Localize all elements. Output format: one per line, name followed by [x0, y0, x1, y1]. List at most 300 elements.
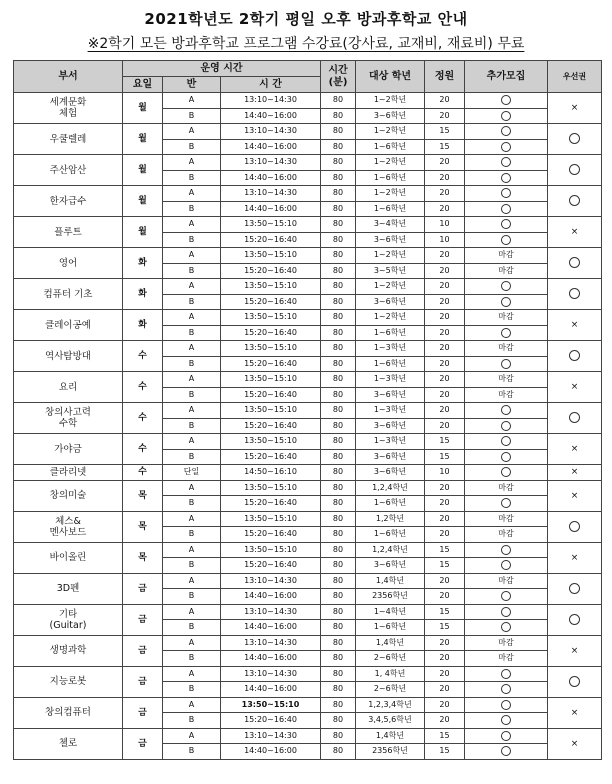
duration-cell: 80	[321, 744, 356, 760]
extra-recruit-cell	[465, 713, 548, 729]
open-circle-icon	[501, 622, 511, 632]
extra-recruit-cell: 마감	[465, 573, 548, 589]
capacity-cell: 15	[425, 558, 465, 574]
grade-cell: 1,2,4학년	[356, 542, 425, 558]
extra-recruit-cell	[465, 232, 548, 248]
program-name: 기타 (Guitar)	[14, 604, 123, 635]
program-name: 역사탐방대	[14, 341, 123, 372]
time-cell: 15:20~16:40	[221, 232, 321, 248]
priority-cell	[548, 604, 602, 635]
extra-recruit-cell	[465, 279, 548, 295]
class-cell: B	[163, 387, 221, 403]
time-cell: 15:20~16:40	[221, 387, 321, 403]
time-cell: 13:10~14:30	[221, 93, 321, 109]
priority-cell	[548, 434, 602, 465]
priority-yes-icon	[569, 676, 580, 687]
program-day: 월	[123, 155, 163, 186]
duration-cell: 80	[321, 589, 356, 605]
class-cell: B	[163, 558, 221, 574]
duration-cell: 80	[321, 263, 356, 279]
extra-recruit-cell	[465, 465, 548, 481]
class-cell: A	[163, 372, 221, 388]
open-circle-icon	[501, 498, 511, 508]
extra-recruit-cell: 마감	[465, 387, 548, 403]
class-cell: A	[163, 573, 221, 589]
header-capacity: 정원	[425, 61, 465, 93]
open-circle-icon	[501, 281, 511, 291]
extra-recruit-cell	[465, 418, 548, 434]
extra-recruit-cell: 마감	[465, 372, 548, 388]
grade-cell: 1,4학년	[356, 573, 425, 589]
class-cell: B	[163, 170, 221, 186]
program-name: 생명과학	[14, 635, 123, 666]
priority-no-icon: ×	[570, 227, 579, 237]
class-cell: B	[163, 527, 221, 543]
class-cell: A	[163, 155, 221, 171]
extra-recruit-cell	[465, 542, 548, 558]
time-cell: 14:40~16:00	[221, 620, 321, 636]
priority-yes-icon	[569, 133, 580, 144]
grade-cell: 1~2학년	[356, 310, 425, 326]
duration-cell: 80	[321, 465, 356, 481]
duration-cell: 80	[321, 325, 356, 341]
capacity-cell: 15	[425, 434, 465, 450]
duration-cell: 80	[321, 651, 356, 667]
priority-yes-icon	[569, 521, 580, 532]
header-day: 요일	[123, 77, 163, 93]
table-row	[14, 403, 602, 419]
class-cell: B	[163, 356, 221, 372]
time-cell: 13:10~14:30	[221, 635, 321, 651]
priority-no-icon: ×	[570, 645, 579, 656]
time-cell: 13:50~15:10	[221, 434, 321, 450]
grade-cell: 2356학년	[356, 744, 425, 760]
class-cell: A	[163, 341, 221, 357]
capacity-cell: 20	[425, 341, 465, 357]
time-cell: 14:40~16:00	[221, 201, 321, 217]
capacity-cell: 20	[425, 279, 465, 295]
table-row	[14, 434, 602, 450]
extra-recruit-cell: 마감	[465, 248, 548, 264]
extra-recruit-cell	[465, 217, 548, 233]
extra-recruit-cell	[465, 666, 548, 682]
program-day: 수	[123, 434, 163, 465]
priority-no-icon: ×	[570, 707, 579, 718]
program-name: 3D펜	[14, 573, 123, 604]
extra-recruit-cell: 마감	[465, 635, 548, 651]
open-circle-icon	[501, 715, 511, 725]
program-day: 금	[123, 666, 163, 697]
header-extra: 추가모집	[465, 61, 548, 93]
program-name: 영어	[14, 248, 123, 279]
program-name: 클레이공예	[14, 310, 123, 341]
duration-cell: 80	[321, 480, 356, 496]
grade-cell: 1~3학년	[356, 434, 425, 450]
time-cell: 14:40~16:00	[221, 139, 321, 155]
duration-cell: 80	[321, 713, 356, 729]
priority-no-icon: ×	[570, 467, 579, 478]
program-name: 우쿨렐레	[14, 124, 123, 155]
page-title: 2021학년도 2학기 평일 오후 방과후학교 안내	[144, 10, 468, 28]
extra-recruit-cell	[465, 697, 548, 713]
class-cell: B	[163, 139, 221, 155]
duration-cell: 80	[321, 573, 356, 589]
program-day: 금	[123, 604, 163, 635]
grade-cell: 2~6학년	[356, 682, 425, 698]
grade-cell: 1~2학년	[356, 155, 425, 171]
grade-cell: 1~3학년	[356, 341, 425, 357]
program-day: 수	[123, 341, 163, 372]
extra-recruit-cell	[465, 170, 548, 186]
grade-cell: 3~6학년	[356, 232, 425, 248]
grade-cell: 1~3학년	[356, 403, 425, 419]
duration-cell: 80	[321, 186, 356, 202]
grade-cell: 1~2학년	[356, 124, 425, 140]
priority-yes-icon	[569, 614, 580, 625]
program-name: 창의컴퓨터	[14, 697, 123, 728]
schedule-table	[13, 60, 602, 760]
priority-cell	[548, 480, 602, 511]
class-cell: A	[163, 279, 221, 295]
table-row	[14, 573, 602, 589]
open-circle-icon	[501, 731, 511, 741]
open-circle-icon	[501, 328, 511, 338]
priority-no-icon: ×	[570, 738, 579, 749]
priority-yes-icon	[569, 583, 580, 594]
grade-cell: 1~6학년	[356, 620, 425, 636]
time-cell: 15:20~16:40	[221, 325, 321, 341]
duration-cell: 80	[321, 511, 356, 527]
class-cell: A	[163, 480, 221, 496]
priority-cell	[548, 372, 602, 403]
grade-cell: 1,2,4학년	[356, 480, 425, 496]
grade-cell: 3~6학년	[356, 449, 425, 465]
capacity-cell: 20	[425, 651, 465, 667]
open-circle-icon	[501, 545, 511, 555]
class-cell: A	[163, 93, 221, 109]
grade-cell: 1~4학년	[356, 604, 425, 620]
capacity-cell: 20	[425, 682, 465, 698]
header-duration: 시간 (분)	[321, 61, 356, 93]
extra-recruit-cell: 마감	[465, 527, 548, 543]
program-day: 수	[123, 465, 163, 481]
grade-cell: 1~2학년	[356, 93, 425, 109]
time-cell: 13:50~15:10	[221, 480, 321, 496]
table-row	[14, 372, 602, 388]
time-cell: 14:50~16:10	[221, 465, 321, 481]
table-row	[14, 666, 602, 682]
extra-recruit-cell	[465, 356, 548, 372]
priority-cell	[548, 341, 602, 372]
open-circle-icon	[501, 297, 511, 307]
class-cell: A	[163, 666, 221, 682]
open-circle-icon	[501, 111, 511, 121]
capacity-cell: 20	[425, 263, 465, 279]
extra-recruit-cell: 마감	[465, 341, 548, 357]
grade-cell: 1, 4학년	[356, 666, 425, 682]
extra-recruit-cell	[465, 682, 548, 698]
program-name: 한자급수	[14, 186, 123, 217]
capacity-cell: 20	[425, 403, 465, 419]
priority-cell	[548, 511, 602, 542]
capacity-cell: 10	[425, 217, 465, 233]
open-circle-icon	[501, 452, 511, 462]
time-cell: 13:10~14:30	[221, 186, 321, 202]
priority-cell	[548, 635, 602, 666]
table-row	[14, 186, 602, 202]
class-cell: A	[163, 511, 221, 527]
program-name: 요리	[14, 372, 123, 403]
grade-cell: 1~2학년	[356, 248, 425, 264]
duration-cell: 80	[321, 418, 356, 434]
duration-cell: 80	[321, 232, 356, 248]
extra-recruit-cell	[465, 449, 548, 465]
duration-cell: 80	[321, 279, 356, 295]
capacity-cell: 20	[425, 294, 465, 310]
class-cell: B	[163, 682, 221, 698]
grade-cell: 3~6학년	[356, 418, 425, 434]
priority-yes-icon	[569, 257, 580, 268]
capacity-cell: 20	[425, 418, 465, 434]
capacity-cell: 20	[425, 201, 465, 217]
priority-cell	[548, 217, 602, 248]
grade-cell: 3~6학년	[356, 387, 425, 403]
grade-cell: 1~6학년	[356, 356, 425, 372]
open-circle-icon	[501, 700, 511, 710]
open-circle-icon	[501, 157, 511, 167]
time-cell: 15:20~16:40	[221, 527, 321, 543]
class-cell: A	[163, 635, 221, 651]
open-circle-icon	[501, 607, 511, 617]
capacity-cell: 20	[425, 666, 465, 682]
program-day: 목	[123, 511, 163, 542]
header-grade: 대상 학년	[356, 61, 425, 93]
capacity-cell: 20	[425, 511, 465, 527]
program-name: 첼로	[14, 728, 123, 759]
extra-recruit-cell	[465, 728, 548, 744]
time-cell: 13:50~15:10	[221, 310, 321, 326]
time-cell: 14:40~16:00	[221, 589, 321, 605]
duration-cell: 80	[321, 310, 356, 326]
extra-recruit-cell	[465, 403, 548, 419]
grade-cell: 2~6학년	[356, 651, 425, 667]
capacity-cell: 20	[425, 93, 465, 109]
duration-cell: 80	[321, 341, 356, 357]
grade-cell: 1,2학년	[356, 511, 425, 527]
class-cell: B	[163, 263, 221, 279]
class-cell: B	[163, 589, 221, 605]
capacity-cell: 15	[425, 124, 465, 140]
duration-cell: 80	[321, 387, 356, 403]
time-cell: 13:50~15:10	[221, 372, 321, 388]
duration-cell: 80	[321, 170, 356, 186]
priority-cell	[548, 542, 602, 573]
priority-cell	[548, 124, 602, 155]
extra-recruit-cell: 마감	[465, 263, 548, 279]
grade-cell: 1~2학년	[356, 279, 425, 295]
grade-cell: 1~6학년	[356, 201, 425, 217]
class-cell: A	[163, 124, 221, 140]
class-cell: B	[163, 232, 221, 248]
capacity-cell: 20	[425, 248, 465, 264]
program-day: 금	[123, 635, 163, 666]
priority-yes-icon	[569, 288, 580, 299]
priority-cell	[548, 465, 602, 481]
program-name: 창의미술	[14, 480, 123, 511]
duration-cell: 80	[321, 155, 356, 171]
time-cell: 15:20~16:40	[221, 449, 321, 465]
schedule-body	[14, 93, 602, 760]
table-row	[14, 542, 602, 558]
class-cell: A	[163, 542, 221, 558]
class-cell: A	[163, 697, 221, 713]
open-circle-icon	[501, 467, 511, 477]
extra-recruit-cell: 마감	[465, 310, 548, 326]
duration-cell: 80	[321, 403, 356, 419]
grade-cell: 1~6학년	[356, 325, 425, 341]
grade-cell: 1,2,3,4학년	[356, 697, 425, 713]
program-day: 화	[123, 248, 163, 279]
program-day: 화	[123, 279, 163, 310]
class-cell: B	[163, 744, 221, 760]
grade-cell: 1~2학년	[356, 186, 425, 202]
class-cell: B	[163, 651, 221, 667]
program-name: 체스& 멘사보드	[14, 511, 123, 542]
extra-recruit-cell	[465, 139, 548, 155]
extra-recruit-cell	[465, 108, 548, 124]
capacity-cell: 15	[425, 604, 465, 620]
priority-cell	[548, 697, 602, 728]
time-cell: 13:10~14:30	[221, 604, 321, 620]
open-circle-icon	[501, 359, 511, 369]
duration-cell: 80	[321, 620, 356, 636]
capacity-cell: 20	[425, 186, 465, 202]
program-name: 지능로봇	[14, 666, 123, 697]
time-cell: 15:20~16:40	[221, 263, 321, 279]
time-cell: 13:10~14:30	[221, 124, 321, 140]
duration-cell: 80	[321, 294, 356, 310]
extra-recruit-cell	[465, 496, 548, 512]
program-day: 월	[123, 93, 163, 124]
table-row	[14, 310, 602, 326]
table-row	[14, 341, 602, 357]
time-cell: 13:10~14:30	[221, 666, 321, 682]
duration-cell: 80	[321, 558, 356, 574]
duration-cell: 80	[321, 108, 356, 124]
time-cell: 13:50~15:10	[221, 248, 321, 264]
class-cell: A	[163, 310, 221, 326]
program-day: 금	[123, 573, 163, 604]
priority-cell	[548, 403, 602, 434]
class-cell: A	[163, 186, 221, 202]
header-time: 시 간	[221, 77, 321, 93]
extra-recruit-cell	[465, 620, 548, 636]
capacity-cell: 20	[425, 155, 465, 171]
program-name: 바이올린	[14, 542, 123, 573]
priority-cell	[548, 310, 602, 341]
header-class: 반	[163, 77, 221, 93]
capacity-cell: 15	[425, 744, 465, 760]
program-day: 화	[123, 310, 163, 341]
capacity-cell: 15	[425, 620, 465, 636]
program-name: 세계문화 체험	[14, 93, 123, 124]
open-circle-icon	[501, 591, 511, 601]
table-row	[14, 248, 602, 264]
duration-cell: 80	[321, 728, 356, 744]
open-circle-icon	[501, 669, 511, 679]
capacity-cell: 15	[425, 728, 465, 744]
time-cell: 13:50~15:10	[221, 279, 321, 295]
open-circle-icon	[501, 173, 511, 183]
extra-recruit-cell	[465, 434, 548, 450]
grade-cell: 1~6학년	[356, 527, 425, 543]
priority-cell	[548, 666, 602, 697]
extra-recruit-cell	[465, 558, 548, 574]
priority-cell	[548, 573, 602, 604]
class-cell: A	[163, 403, 221, 419]
priority-cell	[548, 93, 602, 124]
priority-yes-icon	[569, 195, 580, 206]
duration-cell: 80	[321, 682, 356, 698]
open-circle-icon	[501, 560, 511, 570]
time-cell: 13:10~14:30	[221, 573, 321, 589]
table-row	[14, 511, 602, 527]
header-dept: 부서	[14, 61, 123, 93]
class-cell: B	[163, 713, 221, 729]
duration-cell: 80	[321, 217, 356, 233]
class-cell: B	[163, 325, 221, 341]
table-row	[14, 635, 602, 651]
capacity-cell: 20	[425, 108, 465, 124]
extra-recruit-cell	[465, 589, 548, 605]
program-name: 창의사고력 수학	[14, 403, 123, 434]
extra-recruit-cell	[465, 604, 548, 620]
priority-yes-icon	[569, 164, 580, 175]
capacity-cell: 15	[425, 542, 465, 558]
extra-recruit-cell: 마감	[465, 480, 548, 496]
extra-recruit-cell	[465, 124, 548, 140]
class-cell: A	[163, 434, 221, 450]
priority-cell	[548, 186, 602, 217]
open-circle-icon	[501, 95, 511, 105]
time-cell: 14:40~16:00	[221, 108, 321, 124]
open-circle-icon	[501, 405, 511, 415]
class-cell: A	[163, 248, 221, 264]
capacity-cell: 20	[425, 372, 465, 388]
time-cell: 15:20~16:40	[221, 713, 321, 729]
class-cell: B	[163, 108, 221, 124]
time-cell: 13:50~15:10	[221, 217, 321, 233]
duration-cell: 80	[321, 496, 356, 512]
program-day: 월	[123, 186, 163, 217]
class-cell: A	[163, 217, 221, 233]
extra-recruit-cell	[465, 155, 548, 171]
class-cell: B	[163, 449, 221, 465]
grade-cell: 3~4학년	[356, 217, 425, 233]
capacity-cell: 20	[425, 713, 465, 729]
table-row	[14, 155, 602, 171]
grade-cell: 1,4학년	[356, 635, 425, 651]
capacity-cell: 20	[425, 496, 465, 512]
duration-cell: 80	[321, 604, 356, 620]
table-row	[14, 279, 602, 295]
extra-recruit-cell	[465, 186, 548, 202]
extra-recruit-cell	[465, 201, 548, 217]
class-cell: B	[163, 496, 221, 512]
table-row	[14, 604, 602, 620]
priority-cell	[548, 279, 602, 310]
program-day: 수	[123, 372, 163, 403]
